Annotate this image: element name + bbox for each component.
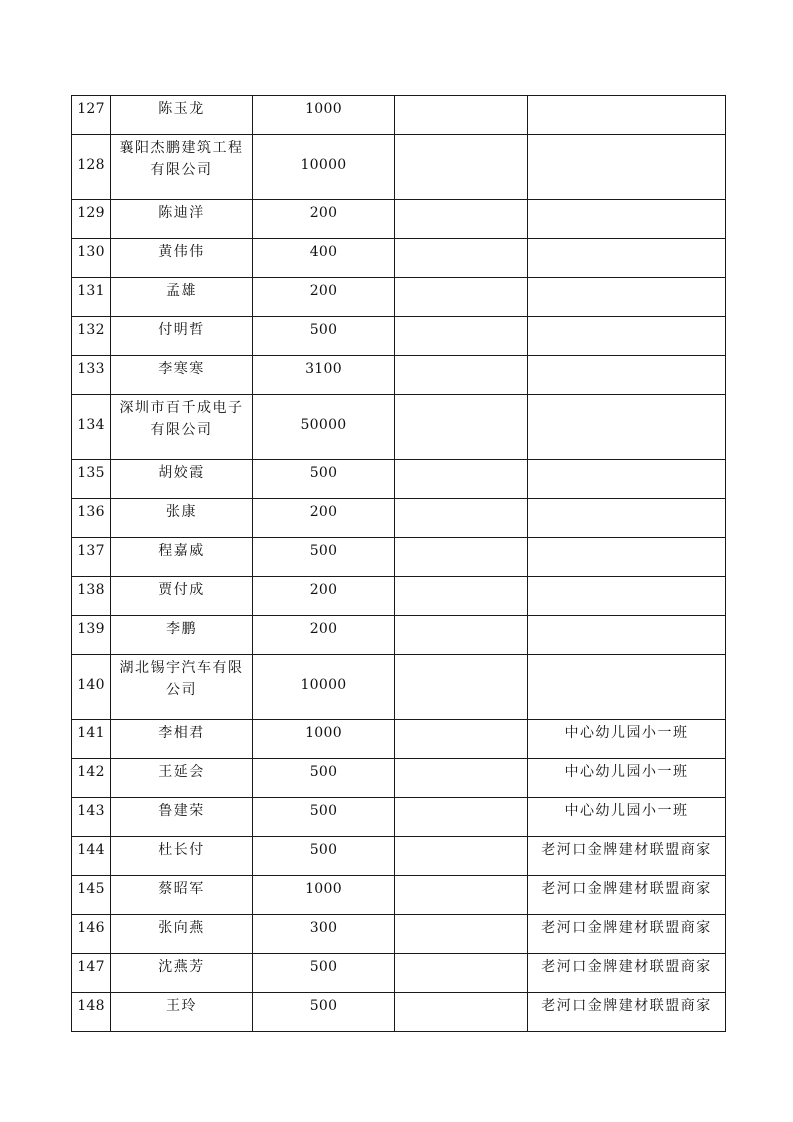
donor-name: 张向燕 (111, 915, 253, 954)
table-row (72, 993, 726, 1032)
table-row (72, 135, 726, 200)
empty-cell (395, 96, 528, 135)
empty-cell (395, 239, 528, 278)
donor-note (528, 96, 726, 135)
empty-cell (395, 798, 528, 837)
donor-name: 深圳市百千成电子有限公司 (111, 395, 253, 460)
donor-name: 鲁建荣 (111, 798, 253, 837)
donor-note (528, 499, 726, 538)
table-row (72, 759, 726, 798)
donor-name: 胡姣霞 (111, 460, 253, 499)
donor-name: 李鹏 (111, 616, 253, 655)
row-number: 148 (72, 993, 111, 1032)
donor-name: 王延会 (111, 759, 253, 798)
row-number: 133 (72, 356, 111, 395)
donation-amount: 1000 (253, 96, 395, 135)
table-row (72, 460, 726, 499)
donation-amount: 500 (253, 759, 395, 798)
donor-name: 孟雄 (111, 278, 253, 317)
donation-amount: 500 (253, 798, 395, 837)
table-row (72, 577, 726, 616)
donor-note (528, 538, 726, 577)
table-row (72, 538, 726, 577)
donor-note (528, 278, 726, 317)
empty-cell (395, 356, 528, 395)
row-number: 135 (72, 460, 111, 499)
donation-table-body (72, 96, 726, 1032)
row-number: 137 (72, 538, 111, 577)
table-row (72, 655, 726, 720)
row-number: 142 (72, 759, 111, 798)
donation-amount: 400 (253, 239, 395, 278)
table-row (72, 356, 726, 395)
donor-note (528, 616, 726, 655)
empty-cell (395, 616, 528, 655)
row-number: 132 (72, 317, 111, 356)
donation-amount: 3100 (253, 356, 395, 395)
donation-amount: 500 (253, 954, 395, 993)
empty-cell (395, 720, 528, 759)
row-number: 144 (72, 837, 111, 876)
table-row (72, 876, 726, 915)
donation-amount: 10000 (253, 135, 395, 200)
row-number: 134 (72, 395, 111, 460)
table-row (72, 200, 726, 239)
donation-amount: 200 (253, 616, 395, 655)
donor-name: 张康 (111, 499, 253, 538)
donation-amount: 500 (253, 317, 395, 356)
empty-cell (395, 135, 528, 200)
empty-cell (395, 993, 528, 1032)
donation-amount: 500 (253, 538, 395, 577)
empty-cell (395, 460, 528, 499)
empty-cell (395, 395, 528, 460)
donor-note (528, 655, 726, 720)
donor-note (528, 577, 726, 616)
donor-name: 陈迪洋 (111, 200, 253, 239)
row-number: 138 (72, 577, 111, 616)
row-number: 147 (72, 954, 111, 993)
table-row (72, 96, 726, 135)
donation-amount: 200 (253, 499, 395, 538)
table-row (72, 499, 726, 538)
table-row (72, 954, 726, 993)
empty-cell (395, 200, 528, 239)
empty-cell (395, 278, 528, 317)
donor-note (528, 356, 726, 395)
donor-name: 湖北锡宇汽车有限公司 (111, 655, 253, 720)
empty-cell (395, 499, 528, 538)
row-number: 131 (72, 278, 111, 317)
row-number: 128 (72, 135, 111, 200)
table-row (72, 798, 726, 837)
donation-amount: 1000 (253, 876, 395, 915)
donor-note: 中心幼儿园小一班 (528, 720, 726, 759)
donor-name: 贾付成 (111, 577, 253, 616)
donor-note: 老河口金牌建材联盟商家 (528, 954, 726, 993)
row-number: 143 (72, 798, 111, 837)
empty-cell (395, 915, 528, 954)
table-row (72, 317, 726, 356)
table-row (72, 395, 726, 460)
empty-cell (395, 577, 528, 616)
donor-name: 蔡昭军 (111, 876, 253, 915)
donation-amount: 10000 (253, 655, 395, 720)
table-row (72, 616, 726, 655)
donor-note (528, 460, 726, 499)
donation-table (71, 95, 726, 1032)
empty-cell (395, 876, 528, 915)
donor-name: 陈玉龙 (111, 96, 253, 135)
donor-note: 老河口金牌建材联盟商家 (528, 915, 726, 954)
donation-amount: 200 (253, 278, 395, 317)
donor-name: 黄伟伟 (111, 239, 253, 278)
empty-cell (395, 759, 528, 798)
donor-note: 中心幼儿园小一班 (528, 798, 726, 837)
row-number: 141 (72, 720, 111, 759)
donation-amount: 50000 (253, 395, 395, 460)
donation-amount: 300 (253, 915, 395, 954)
row-number: 145 (72, 876, 111, 915)
donation-amount: 200 (253, 577, 395, 616)
row-number: 129 (72, 200, 111, 239)
donor-name: 李相君 (111, 720, 253, 759)
donor-name: 襄阳杰鹏建筑工程有限公司 (111, 135, 253, 200)
donor-note: 老河口金牌建材联盟商家 (528, 837, 726, 876)
donor-note: 老河口金牌建材联盟商家 (528, 993, 726, 1032)
table-row (72, 915, 726, 954)
row-number: 136 (72, 499, 111, 538)
donor-note (528, 317, 726, 356)
donor-name: 王玲 (111, 993, 253, 1032)
row-number: 127 (72, 96, 111, 135)
donor-note (528, 395, 726, 460)
donor-note (528, 135, 726, 200)
donor-name: 沈燕芳 (111, 954, 253, 993)
empty-cell (395, 837, 528, 876)
empty-cell (395, 538, 528, 577)
row-number: 130 (72, 239, 111, 278)
donation-amount: 200 (253, 200, 395, 239)
donor-name: 付明哲 (111, 317, 253, 356)
donor-name: 杜长付 (111, 837, 253, 876)
table-row (72, 278, 726, 317)
donation-amount: 1000 (253, 720, 395, 759)
table-row (72, 720, 726, 759)
donor-name: 程嘉威 (111, 538, 253, 577)
row-number: 146 (72, 915, 111, 954)
donor-note: 老河口金牌建材联盟商家 (528, 876, 726, 915)
empty-cell (395, 954, 528, 993)
donation-amount: 500 (253, 837, 395, 876)
table-row (72, 837, 726, 876)
table-row (72, 239, 726, 278)
donation-amount: 500 (253, 460, 395, 499)
empty-cell (395, 655, 528, 720)
donor-note (528, 239, 726, 278)
row-number: 140 (72, 655, 111, 720)
donor-name: 李寒寒 (111, 356, 253, 395)
donor-note (528, 200, 726, 239)
empty-cell (395, 317, 528, 356)
donor-note: 中心幼儿园小一班 (528, 759, 726, 798)
row-number: 139 (72, 616, 111, 655)
donation-amount: 500 (253, 993, 395, 1032)
